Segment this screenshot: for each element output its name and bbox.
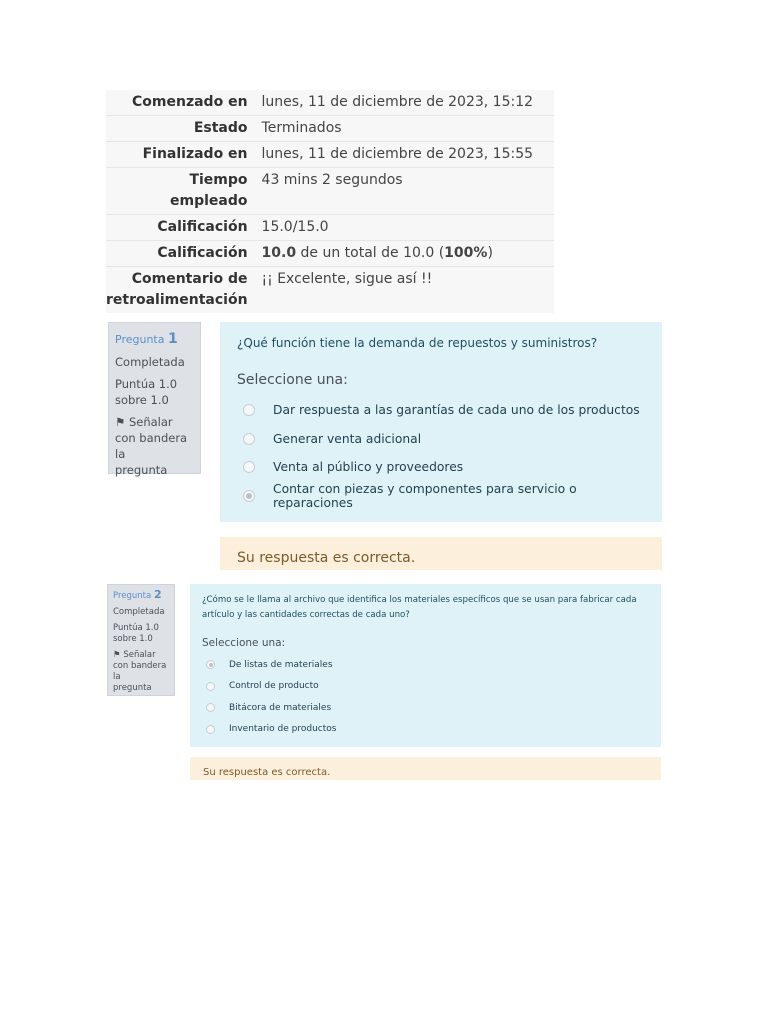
grade-line: sobre 1.0	[115, 393, 169, 407]
question-info-1	[108, 322, 201, 477]
summary-row-feedback	[106, 267, 554, 314]
flag-label[interactable]: Señalar	[128, 415, 173, 429]
question-number	[115, 331, 194, 348]
radio-button[interactable]	[243, 461, 255, 473]
radio-button[interactable]	[243, 433, 255, 445]
summary-label: Calificación	[157, 245, 248, 261]
summary-row-state	[106, 116, 554, 142]
grade-line: sobre 1.0	[113, 634, 153, 644]
summary-label: Comenzado en	[132, 94, 248, 110]
summary-label: Estado	[193, 120, 248, 136]
summary-label-line: Comentario de	[131, 271, 248, 287]
answer-option-label[interactable]: Inventario de productos	[229, 724, 337, 735]
flag-label[interactable]: con bandera la	[115, 431, 188, 461]
summary-value: 43 mins 2 segundos	[261, 172, 403, 188]
summary-label	[106, 267, 254, 314]
summary-label-line: empleado	[170, 193, 248, 209]
grade-value: 10.0	[261, 245, 297, 261]
question-grade	[115, 376, 194, 408]
question-info-2	[107, 584, 175, 696]
summary-row-finished	[106, 142, 554, 168]
flag-icon[interactable]: ⚑	[113, 650, 121, 660]
question-content-1	[220, 322, 662, 522]
answer-option[interactable]	[237, 453, 645, 482]
summary-value: ¡¡ Excelente, sigue así !!	[261, 271, 433, 287]
attempt-summary-table	[106, 90, 554, 313]
answer-option-label[interactable]: Control de producto	[229, 681, 319, 692]
question-grade	[113, 623, 169, 645]
flag-question-link[interactable]	[115, 414, 194, 478]
flag-label[interactable]: Señalar	[123, 650, 156, 660]
question-state: Completada	[113, 607, 165, 617]
question-number-value: 1	[167, 331, 178, 347]
grade-percent: 100%	[444, 245, 488, 261]
answer-prompt: Seleccione una:	[237, 372, 348, 388]
summary-label-line: retroalimentación	[106, 292, 248, 308]
summary-value: Terminados	[261, 120, 342, 136]
answer-option-label[interactable]: Bitácora de materiales	[229, 702, 332, 713]
summary-value: lunes, 11 de diciembre de 2023, 15:55	[261, 146, 534, 162]
summary-row-started	[106, 90, 554, 116]
flag-question-link[interactable]	[113, 650, 169, 694]
summary-value: 15.0/15.0	[261, 219, 329, 235]
radio-button[interactable]	[206, 725, 215, 734]
radio-button[interactable]	[243, 404, 255, 416]
summary-row-grade	[106, 241, 554, 267]
summary-label-line: Tiempo	[189, 172, 248, 188]
answer-option[interactable]	[202, 654, 649, 676]
flag-label[interactable]: con bandera la	[113, 661, 167, 682]
summary-value	[254, 241, 554, 267]
answer-option[interactable]	[237, 482, 645, 511]
summary-row-marks	[106, 215, 554, 241]
flag-icon[interactable]: ⚑	[115, 415, 126, 429]
question-prefix: Pregunta	[115, 333, 165, 346]
answer-option-label[interactable]: De listas de materiales	[229, 659, 333, 670]
question-text: ¿Qué función tiene la demanda de repuestos y suministros?	[237, 336, 598, 350]
answer-option[interactable]	[237, 425, 645, 454]
radio-button[interactable]	[206, 703, 215, 712]
answer-option-label[interactable]: Generar venta adicional	[273, 431, 422, 446]
grade-line: Puntúa 1.0	[115, 377, 178, 391]
question-text: ¿Cómo se le llama al archivo que identifica los materiales específicos que se usan para fabricar cada artículo y las cantidades correctas de cada uno?	[202, 595, 637, 620]
grade-close: )	[487, 245, 493, 261]
question-feedback: Su respuesta es correcta.	[220, 537, 662, 570]
question-number-value: 2	[153, 588, 162, 601]
question-content-2	[190, 584, 661, 747]
question-prefix: Pregunta	[113, 591, 152, 601]
summary-row-time-taken	[106, 168, 554, 215]
grade-line: Puntúa 1.0	[113, 623, 159, 633]
radio-button-selected[interactable]	[243, 490, 255, 502]
question-state: Completada	[115, 355, 185, 369]
answer-option[interactable]	[202, 676, 649, 698]
summary-value: lunes, 11 de diciembre de 2023, 15:12	[261, 94, 534, 110]
answer-prompt: Seleccione una:	[202, 637, 286, 649]
radio-button[interactable]	[206, 682, 215, 691]
grade-total: de un total de 10.0 (	[296, 245, 445, 261]
flag-label[interactable]: pregunta	[115, 463, 168, 477]
answer-option[interactable]	[202, 697, 649, 719]
summary-label: Calificación	[157, 219, 248, 235]
answer-option-label[interactable]: Dar respuesta a las garantías de cada uno de los productos	[273, 403, 640, 418]
summary-label	[106, 168, 254, 215]
summary-label: Finalizado en	[142, 146, 248, 162]
question-number	[113, 589, 169, 602]
answer-option[interactable]	[202, 719, 649, 741]
flag-label[interactable]: pregunta	[113, 683, 152, 693]
answer-option-label[interactable]: Contar con piezas y componentes para servicio o reparaciones	[273, 481, 577, 510]
answer-option[interactable]	[237, 396, 645, 425]
answer-option-label[interactable]: Venta al público y proveedores	[273, 460, 464, 475]
question-feedback: Su respuesta es correcta.	[190, 757, 661, 780]
radio-button-selected[interactable]	[206, 660, 215, 669]
